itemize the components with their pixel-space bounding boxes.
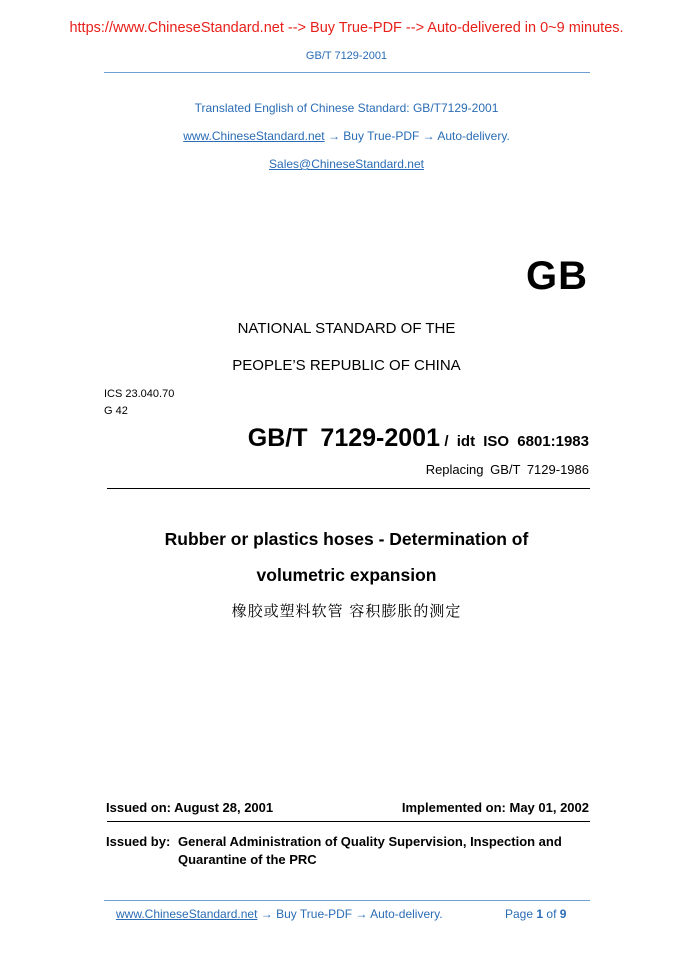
buy-text: → Buy True-PDF → Auto-delivery. xyxy=(324,129,510,143)
translation-buy-line xyxy=(0,129,693,143)
national-standard-line2: PEOPLE’S REPUBLIC OF CHINA xyxy=(232,357,461,374)
national-standard-line1: NATIONAL STANDARD OF THE xyxy=(237,320,456,337)
page-indicator xyxy=(505,907,566,921)
standard-number: GB/T 7129-2001 xyxy=(247,424,440,452)
site-link[interactable]: www.ChineseStandard.net xyxy=(183,129,325,143)
page-label: Page xyxy=(505,907,534,921)
page-total: 9 xyxy=(559,907,567,921)
issued-by-line2: Quarantine of the PRC xyxy=(178,852,317,867)
implemented-on: Implemented on: May 01, 2002 xyxy=(401,800,589,815)
top-banner[interactable]: https://www.ChineseStandard.net --> Buy True-PDF --> Auto-delivered in 0~9 minutes. xyxy=(69,20,624,36)
standard-number-line xyxy=(248,424,589,453)
issued-on: Issued on: August 28, 2001 xyxy=(106,800,274,815)
header-divider xyxy=(104,72,590,73)
title-en-line2: volumetric expansion xyxy=(256,565,437,585)
issued-divider xyxy=(107,821,590,822)
footer-buy-text: → Buy True-PDF → Auto-delivery. xyxy=(257,907,443,921)
issued-by-label: Issued by: xyxy=(106,834,171,849)
idt-reference: / idt ISO 6801:1983 xyxy=(444,433,589,450)
title-zh: 橡胶或塑料软管 容积膨胀的测定 xyxy=(231,602,462,620)
page-of: of xyxy=(546,907,557,921)
footer-buy-line xyxy=(116,907,443,921)
email-line xyxy=(0,157,693,171)
footer-site-link[interactable]: www.ChineseStandard.net xyxy=(116,907,258,921)
replacing-note: Replacing GB/T 7129-1986 xyxy=(425,462,589,477)
issued-by-line1: General Administration of Quality Supervision, Inspection and xyxy=(178,834,562,849)
header-doc-id: GB/T 7129-2001 xyxy=(305,50,388,62)
translation-notice: Translated English of Chinese Standard: GB/T7129-2001 xyxy=(194,101,499,115)
page-current: 1 xyxy=(536,907,544,921)
footer-divider xyxy=(104,900,590,901)
title-divider xyxy=(107,488,590,489)
title-en-line1: Rubber or plastics hoses - Determination of xyxy=(164,529,529,549)
gb-mark: GB xyxy=(526,254,588,298)
email-link[interactable]: Sales@ChineseStandard.net xyxy=(269,157,424,171)
classification-code: G 42 xyxy=(104,405,128,417)
ics-code: ICS 23.040.70 xyxy=(104,388,175,400)
